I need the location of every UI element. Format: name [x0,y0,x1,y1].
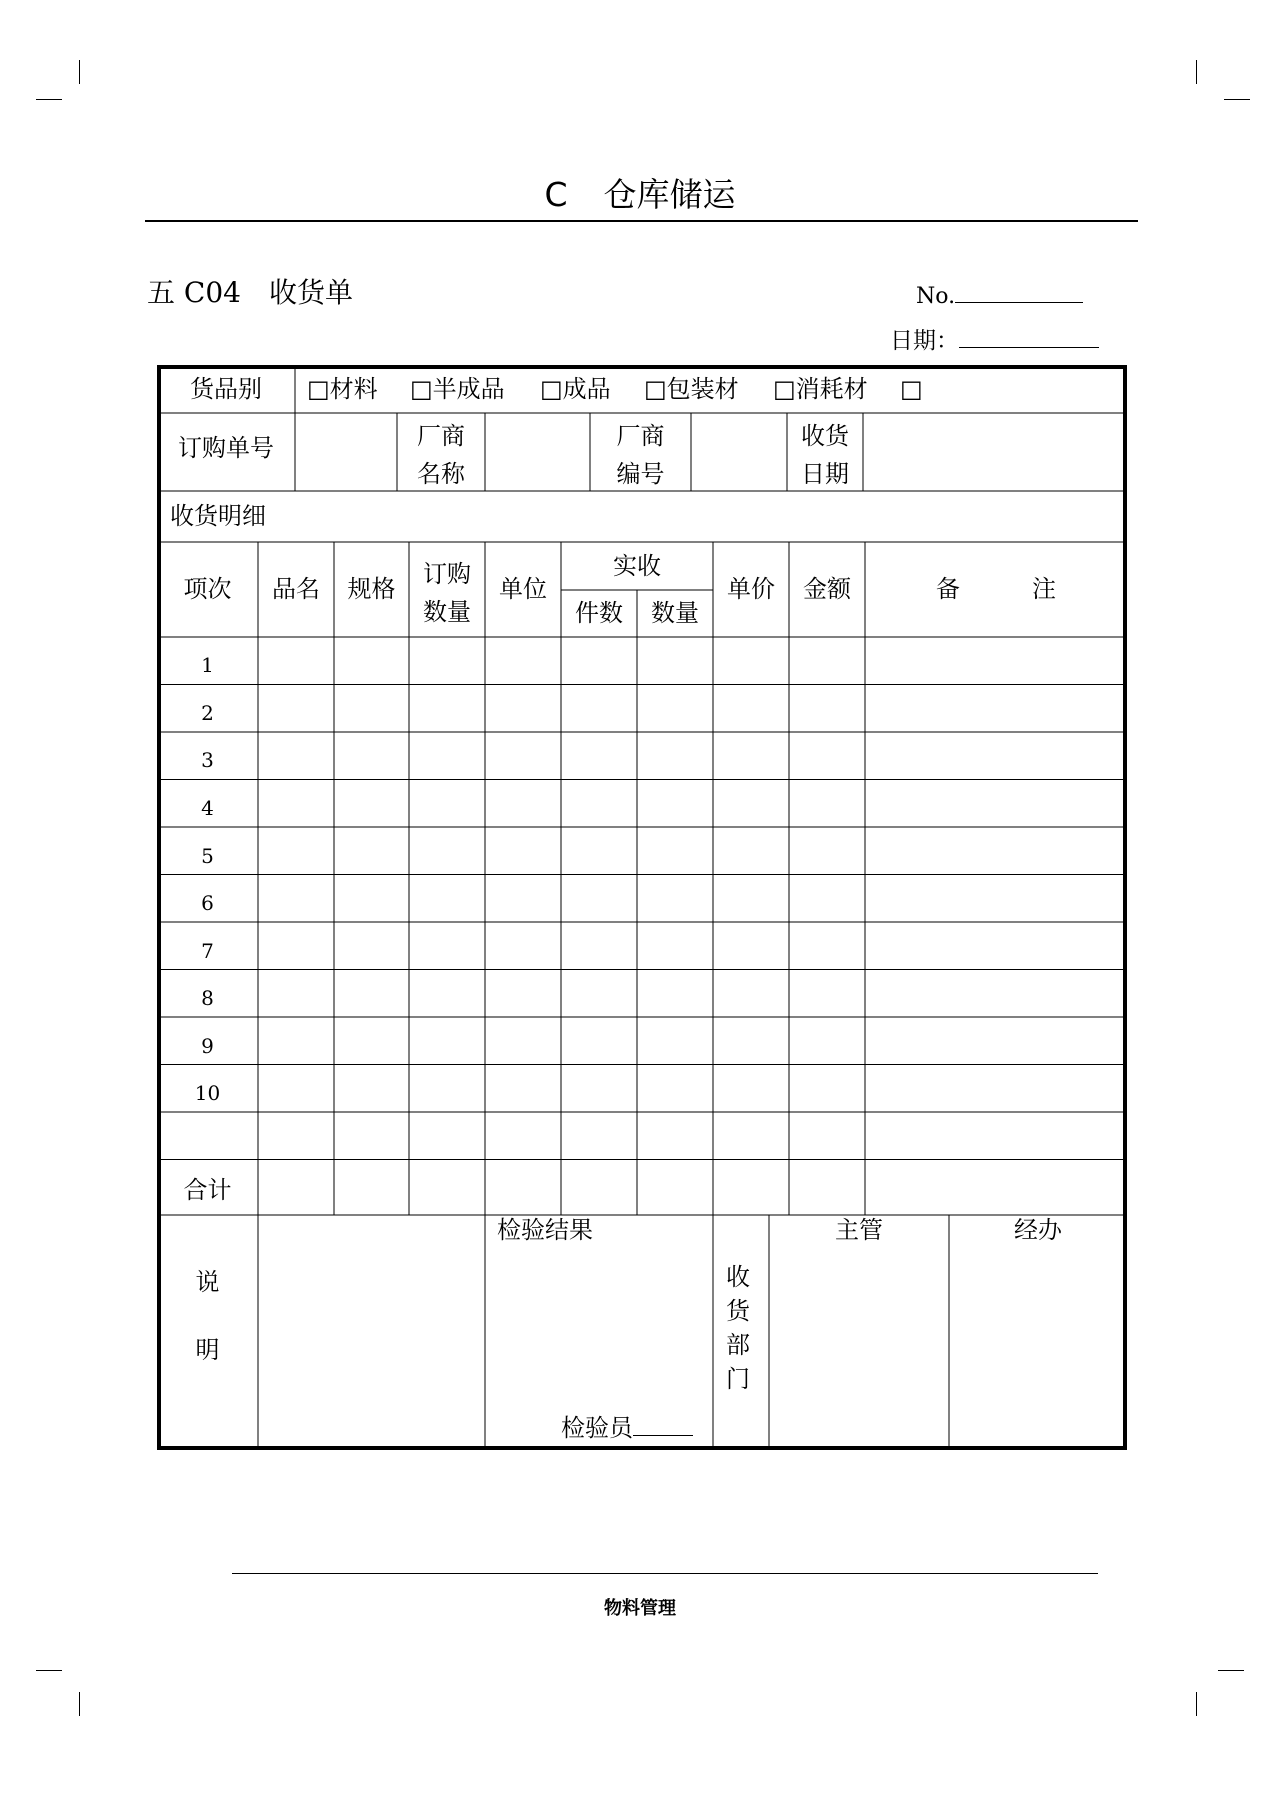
category-option-material[interactable]: □材料 [307,375,378,403]
date-blank[interactable] [959,325,1099,348]
receipt-date-label: 收货 日期 [801,422,849,488]
crop-mark [1218,1670,1244,1671]
table-grid [157,365,1127,1450]
inspector-signature [561,1413,693,1443]
category-option-semi-finished[interactable]: □半成品 [410,375,505,403]
date-label: 日期： [890,328,959,354]
crop-mark [36,1670,62,1671]
section-letter: C [544,175,568,214]
crop-mark [79,60,80,84]
section-title [145,174,1135,216]
vendor-code-label: 厂商 编号 [616,422,665,488]
header-remarks: 备 注 [936,575,1056,603]
inspector-blank[interactable] [633,1413,693,1436]
crop-mark [1224,99,1250,100]
header-name: 品名 [272,575,320,603]
row-number-10: 10 [194,1081,221,1105]
category-label: 货品别 [190,375,262,403]
form-number-label: No. [916,284,956,309]
header-unit: 单位 [499,575,547,603]
header-rule [145,220,1138,222]
header-unit-price: 单价 [727,575,775,603]
table-border [159,367,1125,1448]
form-name: 收货单 [268,276,353,309]
row-number-6: 6 [201,891,214,915]
row-number-7: 7 [201,939,214,963]
total-label: 合计 [183,1176,232,1204]
header-item: 项次 [183,575,232,603]
row-number-3: 3 [201,748,214,772]
category-option-finished[interactable]: □成品 [540,375,611,403]
header-order-qty: 订购 数量 [423,560,471,626]
header-amount: 金额 [803,575,851,603]
category-option-other[interactable]: □ [900,375,923,403]
row-number-4: 4 [201,796,214,820]
receiving-dept-label: 收货部门 [726,1263,750,1393]
form-code: 五 C04 [147,276,241,309]
category-option-packaging[interactable]: □包装材 [644,375,739,403]
handler-label: 经办 [1014,1216,1062,1244]
category-option-consumables[interactable]: □消耗材 [773,375,868,403]
form-title [147,273,353,313]
crop-mark [1196,60,1197,84]
header-quantity: 数量 [651,599,699,627]
header-spec: 规格 [347,575,396,603]
receipt-form-table [157,365,1127,1450]
crop-mark [36,99,62,100]
details-label: 收货明细 [170,502,266,530]
inspection-result-label: 检验结果 [497,1216,593,1244]
date-field [890,325,1099,356]
form-number-blank[interactable] [955,280,1083,303]
header-received: 实收 [613,552,661,580]
vendor-name-label: 厂商 名称 [417,422,465,488]
row-number-5: 5 [201,844,214,868]
header-pieces: 件数 [575,599,623,627]
row-number-9: 9 [201,1034,214,1058]
row-number-2: 2 [201,701,214,725]
row-number-8: 8 [201,986,214,1010]
remark-label: 说 明 [195,1268,220,1364]
crop-mark [1196,1692,1197,1716]
crop-mark [79,1692,80,1716]
order-number-label: 订购单号 [178,434,274,462]
supervisor-label: 主管 [835,1216,883,1244]
section-name: 仓库储运 [603,175,736,214]
footer-rule [232,1573,1098,1574]
footer-text: 物料管理 [604,1598,676,1619]
inspector-label: 检验员 [561,1414,633,1442]
form-number-field [916,280,1083,312]
row-number-1: 1 [201,653,214,677]
